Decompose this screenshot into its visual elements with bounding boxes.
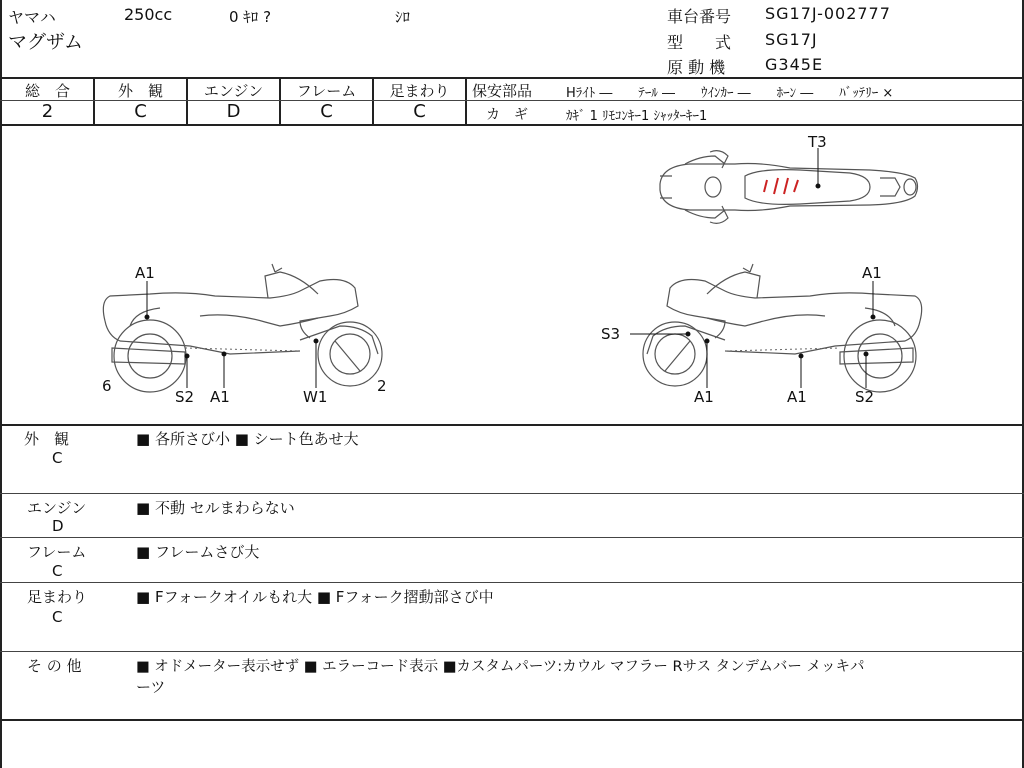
damage-marks (764, 178, 798, 194)
grade-value-exterior: C (134, 101, 147, 122)
label-left-a1-top: A1 (135, 264, 155, 282)
remarks-divider-4 (0, 651, 1024, 652)
remarks-divider-1 (0, 493, 1024, 494)
grade-label-engine: エンジン (203, 82, 264, 100)
keys-value: ｶｷﾞ 1 ﾘﾓｺﾝｷｰ1 ｼｬｯﾀｰｷｰ1 (566, 109, 708, 124)
label-t3: T3 (808, 133, 827, 151)
grade-divider-5 (465, 78, 467, 125)
scooter-right-side-view (643, 264, 922, 392)
diagram-divider (0, 424, 1024, 426)
engine-label: 原 動 機 (667, 58, 726, 77)
remark-grade-suspension: C (52, 608, 63, 626)
label-right-s3: S3 (601, 325, 621, 343)
label-left-a1-bottom: A1 (210, 388, 230, 406)
remark-grade-engine: D (52, 517, 64, 535)
type-value: SG17J (765, 30, 818, 49)
remark-title-frame: フレーム (27, 543, 87, 561)
safety-items: Hﾗｲﾄ ― ﾃｰﾙ ― ｳｲﾝｶｰ ― ﾎｰﾝ ― ﾊﾞｯﾃﾘｰ × (566, 86, 894, 101)
type-label: 型 式 (667, 33, 732, 52)
color: ｼﾛ (395, 8, 411, 26)
remark-title-other: そ の 他 (27, 657, 82, 675)
model-name: マグザム (8, 31, 84, 53)
grade-label-overall: 総 合 (24, 82, 70, 100)
grade-label-suspension: 足まわり (389, 82, 450, 100)
remark-text-exterior: ■ 各所さび小 ■ シート色あせ大 (136, 430, 359, 448)
scooter-top-view (660, 151, 918, 224)
grade-label-exterior: 外 観 (117, 82, 163, 100)
label-right-a1-1: A1 (694, 388, 714, 406)
grade-value-overall: 2 (41, 101, 54, 122)
safety-label: 保安部品 (472, 82, 533, 100)
remark-grade-exterior: C (52, 449, 63, 467)
grade-label-frame: フレーム (296, 82, 357, 100)
displacement: 250cc (124, 5, 173, 24)
remark-text-other-continued: ーツ (136, 678, 166, 696)
label-left-6: 6 (102, 377, 112, 395)
remarks-divider-2 (0, 537, 1024, 538)
label-left-w1: W1 (303, 388, 328, 406)
keys-label: カ ギ (486, 107, 528, 123)
header-divider (0, 77, 1024, 79)
label-right-s2: S2 (855, 388, 875, 406)
engine-value: G345E (765, 55, 824, 74)
remark-text-frame: ■ フレームさび大 (136, 543, 260, 561)
label-left-s2: S2 (175, 388, 195, 406)
grade-value-frame: C (320, 101, 333, 122)
remark-title-engine: エンジン (27, 499, 87, 517)
remark-grade-frame: C (52, 562, 63, 580)
mileage: 0 ｷﾛ ? (229, 8, 272, 26)
remark-text-other: ■ オドメーター表示せず ■ エラーコード表示 ■カスタムパーツ:カウル マフラー Rサス タンデムバー メッキパ (136, 659, 865, 675)
remark-title-suspension: 足まわり (27, 588, 88, 606)
grade-value-engine: D (226, 101, 241, 122)
label-right-a1-2: A1 (787, 388, 807, 406)
remark-text-suspension: ■ Fフォークオイルもれ大 ■ Fフォーク摺動部さび中 (136, 588, 494, 606)
frame-no-label: 車台番号 (667, 7, 732, 26)
grade-value-suspension: C (413, 101, 426, 122)
label-left-2: 2 (377, 377, 387, 395)
maker: ヤマハ (8, 8, 56, 27)
remark-title-exterior: 外 観 (24, 430, 70, 448)
frame-no: SG17J-002777 (765, 4, 891, 23)
remark-text-engine: ■ 不動 セルまわらない (136, 499, 295, 517)
remarks-divider-3 (0, 582, 1024, 583)
scooter-left-side-view (103, 264, 382, 392)
remarks-bottom-divider (0, 719, 1024, 721)
label-right-a1-top: A1 (862, 264, 882, 282)
